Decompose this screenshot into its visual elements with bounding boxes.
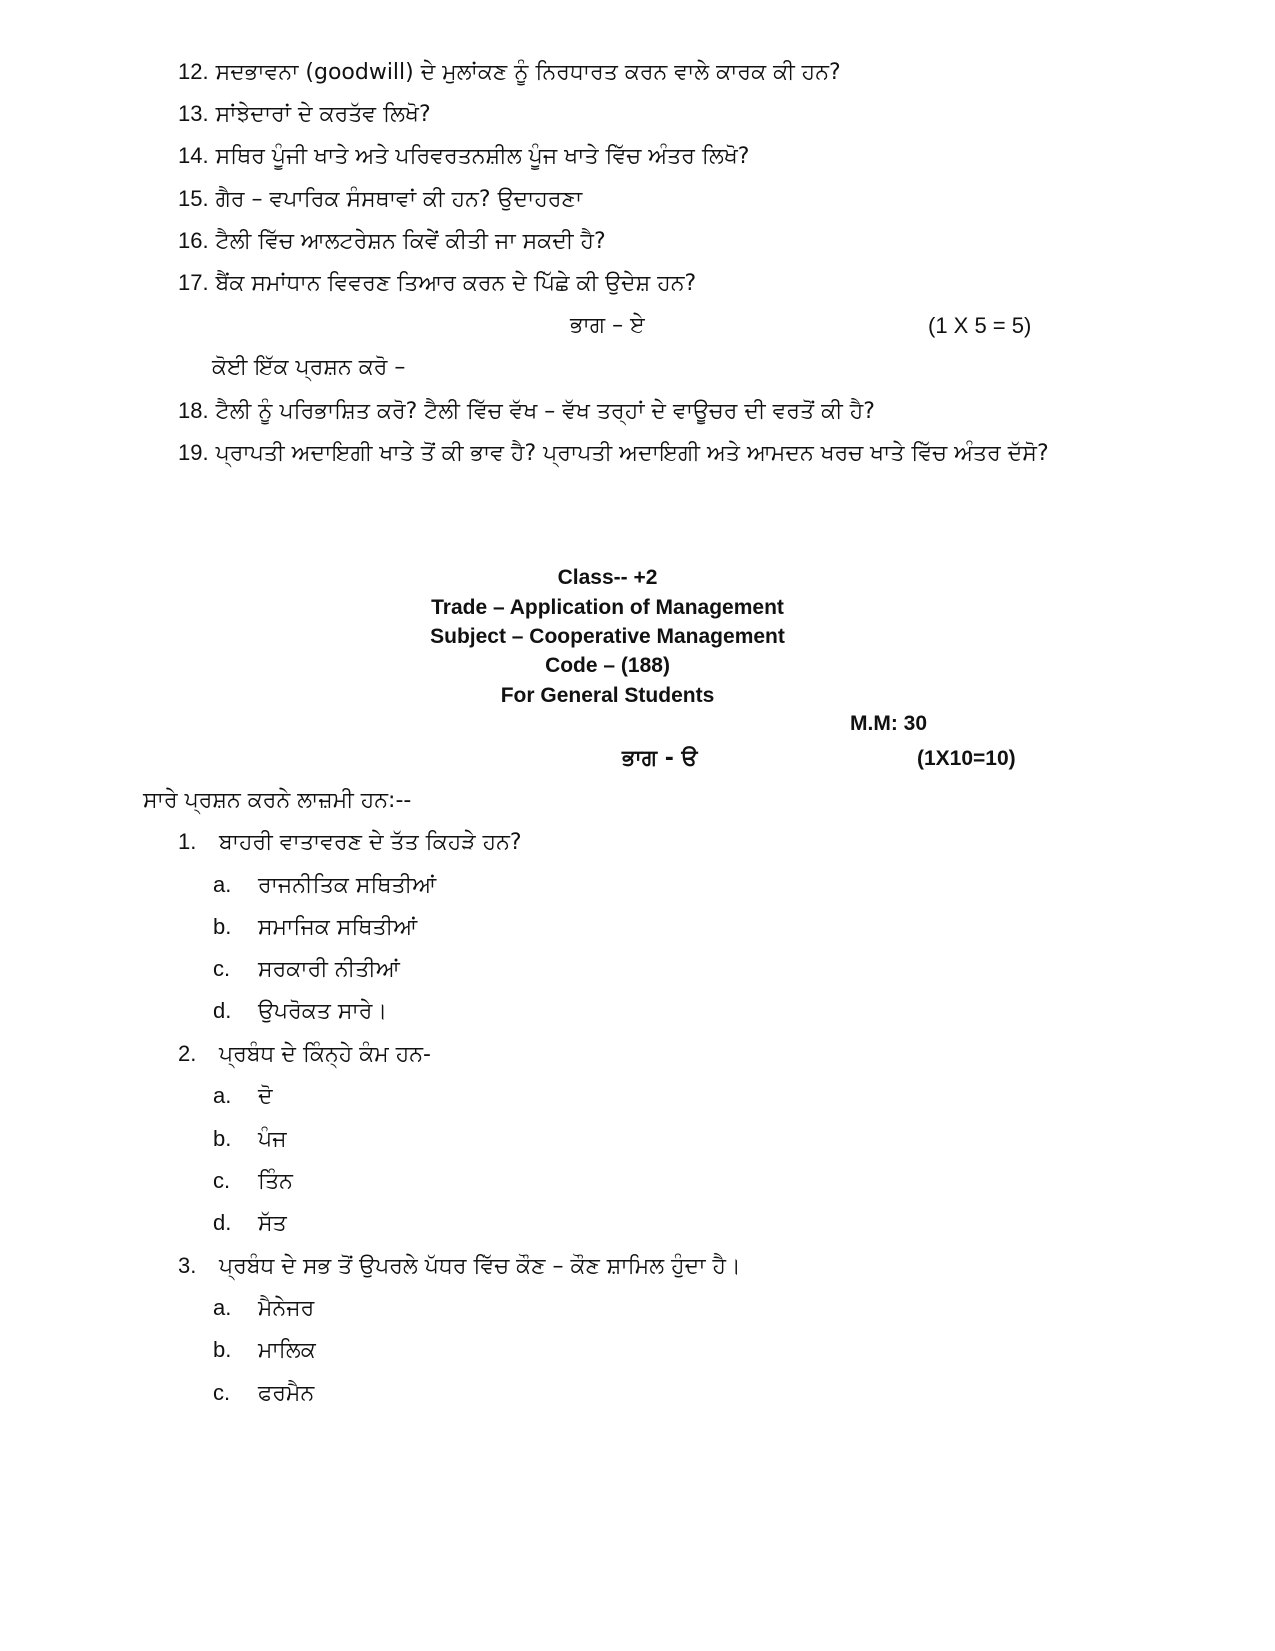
question-number: 1. <box>178 829 197 854</box>
question-text: ਪ੍ਰਬੰਧ ਦੇ ਕਿੰਨ੍ਹੇ ਕੰਮ ਹਨ- <box>219 1042 431 1067</box>
subject-heading: Subject – Cooperative Management <box>430 625 785 648</box>
question-number: 14. <box>178 143 209 168</box>
mcq-3 <box>178 1251 741 1282</box>
question-text: ਬਾਹਰੀ ਵਾਤਾਵਰਣ ਦੇ ਤੱਤ ਕਿਹੜੇ ਹਨ? <box>219 830 522 855</box>
question-text: ਸਦਭਾਵਨਾ (goodwill) ਦੇ ਮੁਲਾਂਕਣ ਨੂੰ ਨਿਰਧਾਰਤ ਕਰਨ ਵਾਲੇ ਕਾਰਕ ਕੀ ਹਨ? <box>215 60 841 85</box>
mcq-1-option-c <box>213 954 400 985</box>
option-letter: c. <box>213 956 231 981</box>
question-number: 15. <box>178 186 209 211</box>
mcq-3-option-b <box>213 1335 316 1366</box>
question-number: 13. <box>178 101 209 126</box>
option-text: ਸੱਤ <box>258 1211 287 1236</box>
option-text: ਮਾਲਿਕ <box>258 1338 316 1363</box>
code-heading: Code – (188) <box>545 654 670 677</box>
option-text: ਦੋ <box>258 1084 273 1109</box>
option-letter: b. <box>213 1337 232 1362</box>
option-text: ਤਿੰਨ <box>258 1169 293 1194</box>
class-heading: Class-- +2 <box>557 566 658 589</box>
question-text: ਟੈਲੀ ਨੂੰ ਪਰਿਭਾਸ਼ਿਤ ਕਰੋ? ਟੈਲੀ ਵਿੱਚ ਵੱਖ – ਵੱਖ ਤਰ੍ਹਾਂ ਦੇ ਵਾਊਚਰ ਦੀ ਵਰਤੋਂ ਕੀ ਹੈ? <box>215 399 875 424</box>
option-letter: c. <box>213 1380 231 1405</box>
mcq-3-option-c <box>213 1378 314 1409</box>
option-letter: d. <box>213 1210 232 1235</box>
option-text: ਸਰਕਾਰੀ ਨੀਤੀਆਂ <box>258 957 400 982</box>
question-13 <box>178 99 431 130</box>
option-letter: a. <box>213 872 232 897</box>
option-letter: d. <box>213 998 232 1023</box>
mcq-2 <box>178 1039 431 1070</box>
section-e-marks: (1 X 5 = 5) <box>928 313 1032 338</box>
mcq-1-option-d <box>213 996 387 1027</box>
option-text: ਫਰਮੈਨ <box>258 1381 315 1406</box>
option-text: ਉਪਰੋਕਤ ਸਾਰੇ। <box>258 999 388 1024</box>
mcq-1-option-b <box>213 912 417 943</box>
question-text: ਬੈਂਕ ਸਮਾਂਧਾਨ ਵਿਵਰਣ ਤਿਆਰ ਕਰਨ ਦੇ ਪਿੱਛੇ ਕੀ ਉਦੇਸ਼ ਹਨ? <box>215 271 697 296</box>
section-e-instruction: ਕੋਈ ਇੱਕ ਪ੍ਰਸ਼ਨ ਕਰੋ – <box>212 355 406 380</box>
option-letter: b. <box>213 914 232 939</box>
question-number: 16. <box>178 228 209 253</box>
section-a-instruction: ਸਾਰੇ ਪ੍ਰਸ਼ਨ ਕਰਨੇ ਲਾਜ਼ਮੀ ਹਨ:-- <box>143 788 412 813</box>
mcq-1 <box>178 827 522 858</box>
option-letter: c. <box>213 1168 231 1193</box>
mcq-3-option-a <box>213 1293 314 1324</box>
mcq-2-option-a <box>213 1081 273 1112</box>
question-17 <box>178 268 696 299</box>
question-14 <box>178 141 749 172</box>
option-text: ਰਾਜਨੀਤਿਕ ਸਥਿਤੀਆਂ <box>258 873 437 898</box>
question-15 <box>178 184 582 215</box>
option-letter: a. <box>213 1083 232 1108</box>
mcq-1-option-a <box>213 870 436 901</box>
section-e-label: ਭਾਗ – ਏ <box>570 313 645 338</box>
question-number: 2. <box>178 1041 197 1066</box>
question-text: ਪ੍ਰਾਪਤੀ ਅਦਾਇਗੀ ਖਾਤੇ ਤੋਂ ਕੀ ਭਾਵ ਹੈ? ਪ੍ਰਾਪਤੀ ਅਦਾਇਗੀ ਅਤੇ ਆਮਦਨ ਖਰਚ ਖਾਤੇ ਵਿੱਚ ਅੰਤਰ ਦੱਸੋ? <box>215 441 1049 466</box>
section-a-label: ਭਾਗ - ੳ <box>622 746 698 771</box>
question-number: 12. <box>178 59 209 84</box>
mcq-2-option-b <box>213 1124 287 1155</box>
question-number: 3. <box>178 1253 197 1278</box>
mcq-2-option-d <box>213 1208 287 1239</box>
question-12 <box>178 57 841 88</box>
question-text: ਸਥਿਰ ਪੂੰਜੀ ਖਾਤੇ ਅਤੇ ਪਰਿਵਰਤਨਸ਼ੀਲ ਪੂੰਜ ਖਾਤੇ ਵਿੱਚ ਅੰਤਰ ਲਿਖੋ? <box>215 144 750 169</box>
question-number: 17. <box>178 270 209 295</box>
question-text: ਪ੍ਰਬੰਧ ਦੇ ਸਭ ਤੋਂ ਉਪਰਲੇ ਪੱਧਰ ਵਿੱਚ ਕੌਣ – ਕੌਣ ਸ਼ਾਮਿਲ ਹੁੰਦਾ ਹੈ। <box>219 1254 741 1279</box>
max-marks: M.M: 30 <box>850 712 928 735</box>
question-number: 19. <box>178 440 209 465</box>
audience-heading: For General Students <box>500 684 715 707</box>
question-text: ਟੈਲੀ ਵਿੱਚ ਆਲਟਰੇਸ਼ਨ ਕਿਵੇਂ ਕੀਤੀ ਜਾ ਸਕਦੀ ਹੈ? <box>215 229 606 254</box>
question-19 <box>178 438 1049 469</box>
option-letter: a. <box>213 1295 232 1320</box>
option-text: ਮੈਨੇਜਰ <box>258 1296 315 1321</box>
option-text: ਪੰਜ <box>258 1127 287 1152</box>
option-text: ਸਮਾਜਿਕ ਸਥਿਤੀਆਂ <box>258 915 418 940</box>
section-a-marks: (1X10=10) <box>917 747 1016 770</box>
trade-heading: Trade – Application of Management <box>431 596 784 619</box>
question-16 <box>178 226 606 257</box>
question-number: 18. <box>178 398 209 423</box>
mcq-2-option-c <box>213 1166 293 1197</box>
question-text: ਸਾਂਝੇਦਾਰਾਂ ਦੇ ਕਰਤੱਵ ਲਿਖੋ? <box>215 102 431 127</box>
question-text: ਗੈਰ – ਵਪਾਰਿਕ ਸੰਸਥਾਵਾਂ ਕੀ ਹਨ? ਉਦਾਹਰਣਾ <box>215 187 583 212</box>
question-18 <box>178 396 875 427</box>
option-letter: b. <box>213 1126 232 1151</box>
